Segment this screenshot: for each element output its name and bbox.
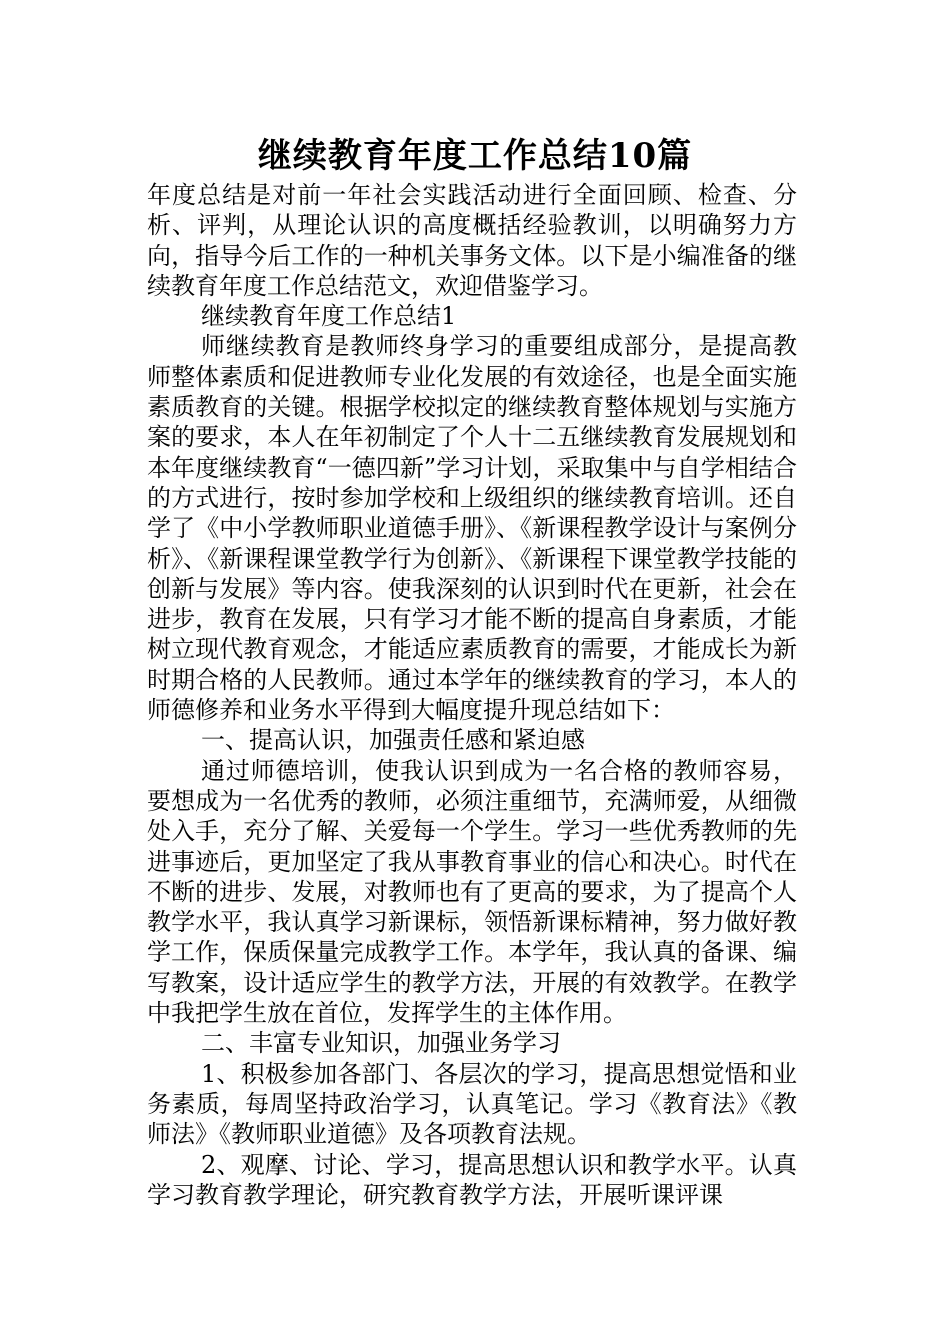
paragraph-summary-1-body: 师继续教育是教师终身学习的重要组成部分，是提高教师整体素质和促进教师专业化发展的有效途径，也是全面实施素质教育的关键。根据学校拟定的继续教育整体规划与实施方案的要求，本人在年初制定了个人十二五继续教育发展规划和本年度继续教育“一德四新”学习计划，采取集中与自学相结合的方式进行，按时参加学校和上级组织的继续教育培训。还自学了《中小学教师职业道德手册》、《新课程教学设计与案例分析》、《新课程课堂教学行为创新》、《新课程下课堂教学技能的创新与发展》等内容。使我深刻的认识到时代在更新，社会在进步，教育在发展，只有学习才能不断的提高自身素质，才能树立现代教育观念，才能适应素质教育的需要，才能成长为新时期合格的人民教师。通过本学年的继续教育的学习，本人的师德修养和业务水平得到大幅度提升现总结如下： (147, 332, 797, 725)
paragraph-item-1: 1、积极参加各部门、各层次的学习，提高思想觉悟和业务素质，每周坚持政治学习，认真笔记。学习《教育法》《教师法》《教师职业道德》及各项教育法规。 (147, 1059, 797, 1149)
paragraph-intro: 年度总结是对前一年社会实践活动进行全面回顾、检查、分析、评判，从理论认识的高度概括经验教训，以明确努力方向，指导今后工作的一种机关事务文体。以下是小编准备的继续教育年度工作总结范文，欢迎借鉴学习。 (147, 181, 797, 300)
document-title: 继续教育年度工作总结10篇 (257, 136, 693, 176)
section-heading-2: 二、丰富专业知识，加强业务学习 (201, 1029, 561, 1058)
section-heading-1: 一、提高认识，加强责任感和紧迫感 (201, 726, 585, 755)
paragraph-item-2: 2、观摩、讨论、学习，提高思想认识和教学水平。认真学习教育教学理论，研究教育教学方法，开展听课评课 (147, 1150, 797, 1209)
section-heading-summary-1: 继续教育年度工作总结1 (201, 302, 457, 331)
paragraph-section-1-body: 通过师德培训，使我认识到成为一名合格的教师容易，要想成为一名优秀的教师，必须注重细节，充满师爱，从细微处入手，充分了解、关爱每一个学生。学习一些优秀教师的先进事迹后，更加坚定了我从事教育事业的信心和决心。时代在不断的进步、发展，对教师也有了更高的要求，为了提高个人教学水平，我认真学习新课标，领悟新课标精神，努力做好教学工作，保质保量完成教学工作。本学年，我认真的备课、编写教案，设计适应学生的教学方法，开展的有效教学。在教学中我把学生放在首位，发挥学生的主体作用。 (147, 756, 797, 1028)
document-body (147, 180, 797, 1210)
